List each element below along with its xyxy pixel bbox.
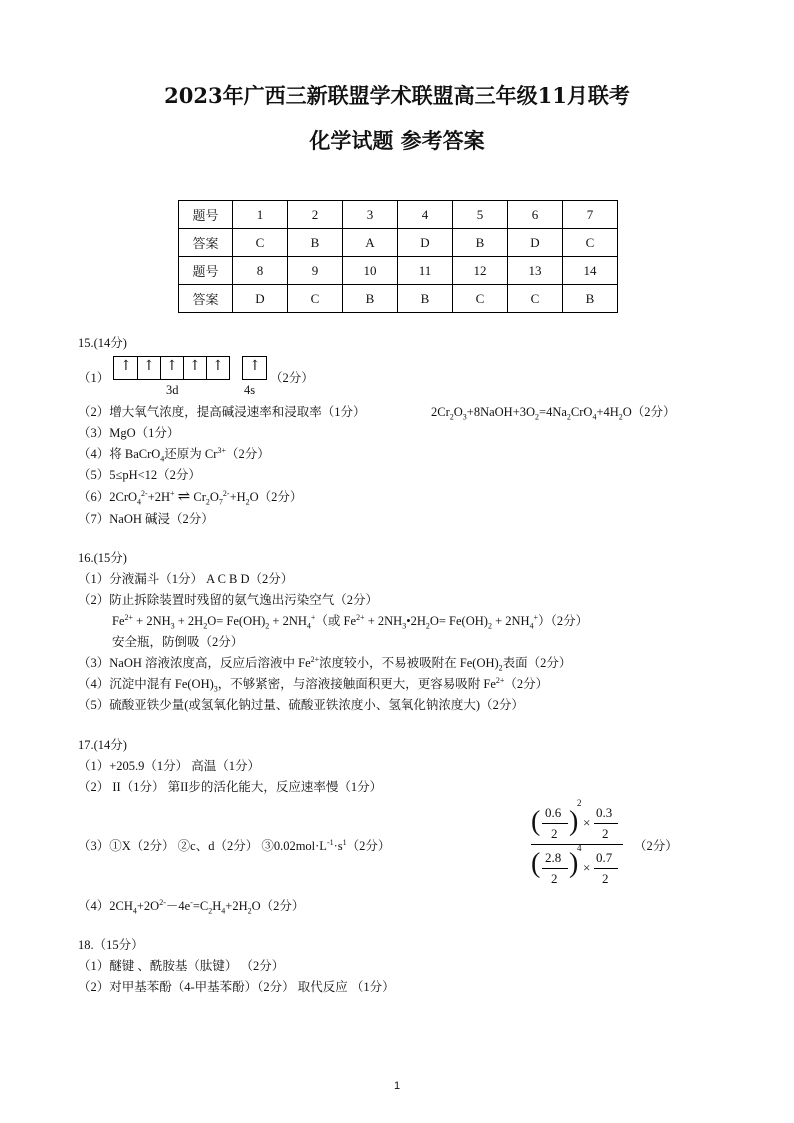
table-cell: B xyxy=(288,229,343,257)
fraction-denominator: 2 xyxy=(602,826,609,841)
table-cell: 1 xyxy=(233,201,288,229)
table-cell: B xyxy=(453,229,508,257)
table-cell: C xyxy=(288,285,343,313)
q17-part1: （1）+205.9（1分） 高温（1分） xyxy=(78,759,261,773)
table-cell: C xyxy=(453,285,508,313)
up-arrow-icon: ↑ xyxy=(249,358,261,374)
paren-close: ) xyxy=(569,806,579,837)
q17-heading: 17.(14分) xyxy=(78,738,127,752)
answer-table xyxy=(178,200,618,313)
table-row xyxy=(179,285,618,313)
table-cell: B xyxy=(398,285,453,313)
q15-part1-label: （1） xyxy=(78,371,110,385)
table-cell: 7 xyxy=(563,201,618,229)
q17-part3: （3）①X（2分） ②c、d（2分） $③0.02mol\cdot L^{-1}\cdot s^1(2$分） xyxy=(78,837,391,853)
q16-part4: （4）沉淀中混有 $Fe(OH)_3$，不够紧密，与溶液接触面积更大，更容易吸附 $Fe^{2+}(2$分） xyxy=(78,675,549,694)
fraction-bar xyxy=(542,868,568,869)
up-arrow-icon: ↑ xyxy=(189,358,201,374)
orbital-diagram-3d xyxy=(113,356,230,380)
q16-heading: 16.(15分) xyxy=(78,551,127,565)
exam-title: 2023年广西三新联盟学术联盟高三年级11月联考 xyxy=(164,83,630,108)
table-cell: 8 xyxy=(233,257,288,285)
exponent: 4 xyxy=(577,843,582,853)
q17-part3-score: （2分） xyxy=(634,839,678,853)
fraction-numerator: 2.8 xyxy=(545,850,562,865)
table-cell: 12 xyxy=(453,257,508,285)
table-cell: C xyxy=(563,229,618,257)
page-number: 1 xyxy=(393,1080,401,1092)
fraction-numerator: 0.7 xyxy=(596,850,613,865)
table-cell: B xyxy=(563,285,618,313)
orbital-divider xyxy=(160,357,161,379)
up-arrow-icon: ↑ xyxy=(120,358,132,374)
q16-part2: （2）防止拆除装置时残留的氨气逸出污染空气（2分） xyxy=(78,593,379,607)
up-arrow-icon: ↑ xyxy=(166,358,178,374)
q15-part2-equation: $2Cr_2O_3+8NaOH+3O_2=4Na_2CrO_4+4H_2O(2$分） xyxy=(431,405,676,422)
fraction-denominator: 2 xyxy=(551,871,558,886)
q15-part6: （6）2CrO$_4^{2-}$+2H+ ⇌ $Cr_2O_7^{2-}+H_2O(2$分） xyxy=(78,488,303,507)
table-cell: A xyxy=(343,229,398,257)
table-cell: 13 xyxy=(508,257,563,285)
exam-subtitle: 化学试题 参考答案 xyxy=(309,128,485,153)
q15-part3: （3）MgO（1分） xyxy=(78,426,180,440)
fraction-bar xyxy=(594,868,618,869)
q15-part1-score: （2分） xyxy=(270,371,314,385)
fraction-denominator: 2 xyxy=(551,826,558,841)
orbital-divider xyxy=(137,357,138,379)
table-row xyxy=(179,201,618,229)
q15-part7: （7）NaOH 碱浸（2分） xyxy=(78,512,214,526)
orbital-diagram-4s xyxy=(242,356,267,380)
equilibrium-icon: ⇌ xyxy=(177,489,191,505)
q18-heading: 18.（15分） xyxy=(78,938,144,952)
fraction-bar xyxy=(542,823,568,824)
q16-part2-extra: 安全瓶，防倒吸（2分） xyxy=(112,635,244,649)
fraction-denominator: 2 xyxy=(602,871,609,886)
table-cell: D xyxy=(398,229,453,257)
orbital-label-4s: 4s xyxy=(244,383,256,397)
q18-part2: （2）对甲基苯酚（4-甲基苯酚）（2分） 取代反应 （1分） xyxy=(78,980,395,994)
table-cell: 14 xyxy=(563,257,618,285)
table-cell: 6 xyxy=(508,201,563,229)
table-cell: D xyxy=(233,285,288,313)
q18-part1: （1）醚键 、酰胺基（肽键） （2分） xyxy=(78,959,285,973)
table-cell: 答案 xyxy=(179,285,233,313)
q15-part4: （4）将 BaCrO$_4$还原为 $Cr^{3+}(2$分） xyxy=(78,445,270,464)
q15-part2-text: （2）增大氧气浓度，提高碱浸速率和浸取率（1分） xyxy=(78,405,366,419)
fraction-numerator: 0.6 xyxy=(545,805,562,820)
table-cell: C xyxy=(233,229,288,257)
table-cell: 3 xyxy=(343,201,398,229)
table-cell: B xyxy=(343,285,398,313)
q17-part2: （2） II（1分） 第II步的活化能大，反应速率慢（1分） xyxy=(78,780,383,794)
times-sign: × xyxy=(583,860,591,875)
up-arrow-icon: ↑ xyxy=(212,358,224,374)
table-cell: 4 xyxy=(398,201,453,229)
table-cell: 9 xyxy=(288,257,343,285)
table-cell: 题号 xyxy=(179,201,233,229)
table-row xyxy=(179,257,618,285)
table-cell: 11 xyxy=(398,257,453,285)
q17-part4: $(4)2CH_4+2O^{2-}-4e^-=C_2H_4+2H_2O(2$分） xyxy=(78,897,305,916)
q15-heading: 15.(14分) xyxy=(78,336,127,350)
table-cell: 5 xyxy=(453,201,508,229)
table-row xyxy=(179,229,618,257)
orbital-divider xyxy=(183,357,184,379)
table-cell: 2 xyxy=(288,201,343,229)
table-cell: 10 xyxy=(343,257,398,285)
q16-part1: （1）分液漏斗（1分） A C B D（2分） xyxy=(78,572,294,586)
times-sign: × xyxy=(583,815,591,830)
up-arrow-icon: ↑ xyxy=(143,358,155,374)
q15-part2 xyxy=(78,404,366,420)
fraction-numerator: 0.3 xyxy=(596,805,613,820)
orbital-label-3d: 3d xyxy=(166,383,179,397)
paren-open: ( xyxy=(531,848,541,879)
q16-part5: （5）硫酸亚铁少量(或氢氧化钠过量、硫酸亚铁浓度小、氢氧化钠浓度大)（2分） xyxy=(78,698,524,712)
table-cell: 题号 xyxy=(179,257,233,285)
fraction-bar xyxy=(594,823,618,824)
table-cell: D xyxy=(508,229,563,257)
q16-equation: $Fe^{2+} + 2NH_3 + 2H_2O= Fe(OH)_2 + 2NH_4^+$（或 $Fe^{2+}$ + $2NH_3•2H_2O= Fe(OH)_2 + 2NH_4^+)(2$分） xyxy=(112,612,589,631)
table-cell: 答案 xyxy=(179,229,233,257)
orbital-divider xyxy=(206,357,207,379)
exponent: 2 xyxy=(577,798,582,808)
paren-close: ) xyxy=(569,848,579,879)
q16-part3: （3）NaOH 溶液浓度高，反应后溶液中 $Fe^{2+}$浓度较小，不易被吸附在 $Fe(OH)_2$表面（2分） xyxy=(78,654,572,673)
q15-part5: （5）5≤pH<12（2分） xyxy=(78,468,201,482)
table-cell: C xyxy=(508,285,563,313)
paren-open: ( xyxy=(531,806,541,837)
